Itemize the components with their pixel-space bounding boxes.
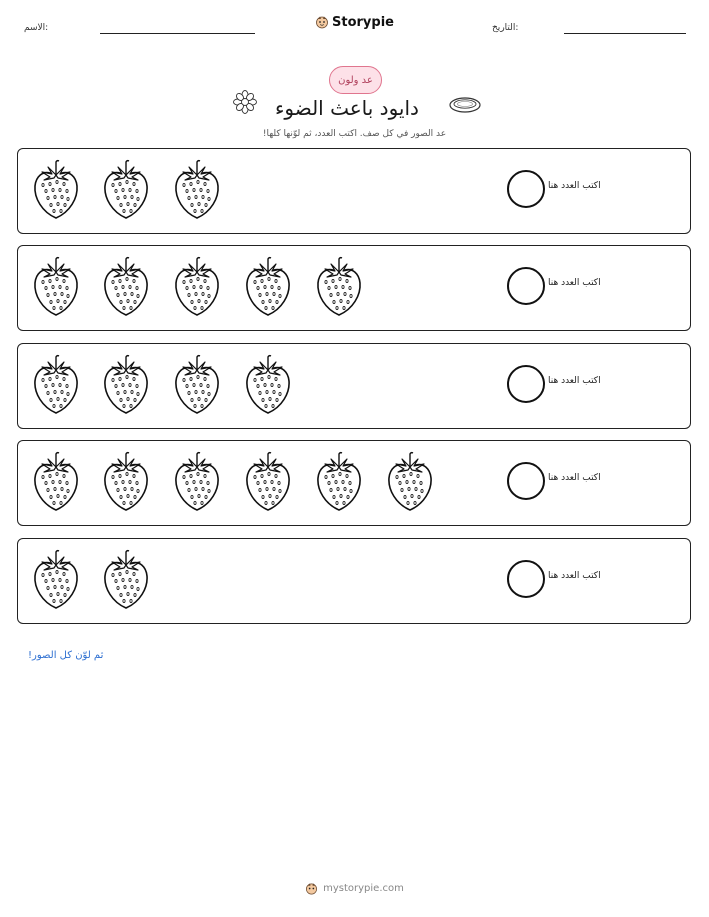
footer	[0, 880, 709, 899]
write-number-label: اكتب العدد هنا	[548, 278, 601, 288]
count-row	[17, 440, 691, 526]
brand-name: Storypie	[332, 14, 394, 30]
led-ring-icon	[448, 96, 482, 114]
answer-circle[interactable]	[507, 170, 545, 208]
strawberry-icon[interactable]	[313, 450, 365, 512]
page-title: دايود باعث الضوء	[275, 96, 419, 120]
footer-mascot-icon	[305, 882, 318, 895]
name-line[interactable]	[100, 33, 255, 34]
strawberry-icon[interactable]	[171, 353, 223, 415]
mascot-icon	[315, 15, 329, 29]
strawberry-icon[interactable]	[100, 548, 152, 610]
answer-circle[interactable]	[507, 560, 545, 598]
strawberry-icon[interactable]	[242, 353, 294, 415]
closing-note: ثم لوّن كل الصور!	[28, 650, 104, 661]
strawberry-icon[interactable]	[313, 255, 365, 317]
strawberry-icon[interactable]	[242, 255, 294, 317]
count-row	[17, 538, 691, 624]
brand	[0, 14, 709, 33]
strawberry-icon[interactable]	[100, 255, 152, 317]
strawberry-icon[interactable]	[384, 450, 436, 512]
flower-icon	[232, 89, 258, 115]
write-number-label: اكتب العدد هنا	[548, 473, 601, 483]
name-label: الاسم:	[24, 23, 49, 33]
answer-circle[interactable]	[507, 267, 545, 305]
answer-circle[interactable]	[507, 365, 545, 403]
write-number-label: اكتب العدد هنا	[548, 376, 601, 386]
strawberry-icon[interactable]	[100, 158, 152, 220]
strawberry-icon[interactable]	[30, 255, 82, 317]
strawberry-icon[interactable]	[30, 158, 82, 220]
footer-url: mystorypie.com	[323, 883, 404, 894]
write-number-label: اكتب العدد هنا	[548, 181, 601, 191]
instructions: عد الصور في كل صف. اكتب العدد، ثم لوّنها كلها!	[262, 129, 447, 139]
strawberry-icon[interactable]	[242, 450, 294, 512]
count-row	[17, 245, 691, 331]
strawberry-icon[interactable]	[30, 450, 82, 512]
write-number-label: اكتب العدد هنا	[548, 571, 601, 581]
strawberry-icon[interactable]	[171, 450, 223, 512]
answer-circle[interactable]	[507, 462, 545, 500]
count-row	[17, 343, 691, 429]
count-row	[17, 148, 691, 234]
date-label: التاريخ:	[492, 23, 519, 33]
strawberry-icon[interactable]	[100, 353, 152, 415]
strawberry-icon[interactable]	[171, 255, 223, 317]
activity-badge: عد ولون	[329, 66, 382, 94]
date-line[interactable]	[564, 33, 686, 34]
strawberry-icon[interactable]	[30, 548, 82, 610]
strawberry-icon[interactable]	[30, 353, 82, 415]
strawberry-icon[interactable]	[100, 450, 152, 512]
strawberry-icon[interactable]	[171, 158, 223, 220]
